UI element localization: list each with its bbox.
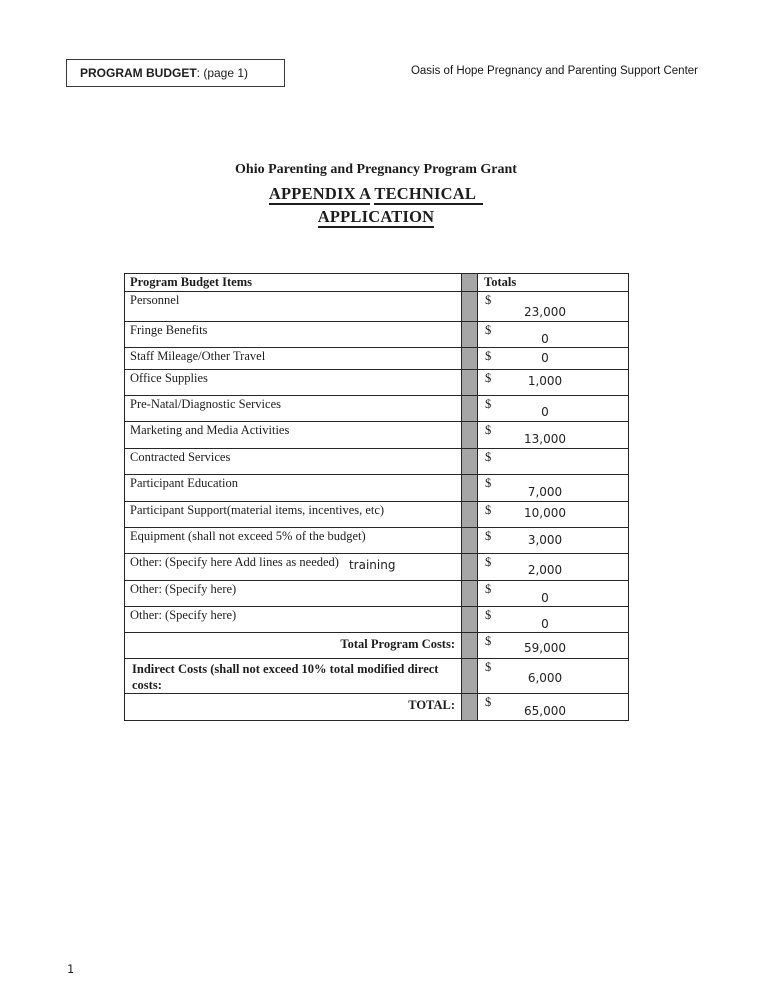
table-header-row	[125, 274, 628, 291]
budget-item-label: TOTAL:	[125, 694, 462, 720]
amount-value: 1,000	[527, 374, 563, 388]
separator-cell	[462, 633, 478, 658]
table-row	[125, 291, 628, 321]
appendix-title-line1	[0, 182, 752, 205]
dollar-sign: $	[485, 423, 492, 437]
budget-item-label: Other: (Specify here)	[125, 581, 462, 606]
appendix-title-line2	[0, 205, 752, 228]
dollar-sign: $	[485, 660, 492, 674]
budget-item-label: Other: (Specify here Add lines as needed) training	[125, 554, 462, 580]
dollar-sign: $	[485, 450, 492, 464]
program-budget-box	[66, 59, 285, 87]
totals-column-header-cell	[478, 274, 628, 291]
dollar-sign: $	[485, 293, 492, 307]
table-body	[125, 291, 628, 720]
separator-cell	[462, 475, 478, 501]
amount-cell	[478, 396, 628, 421]
budget-item-label: Staff Mileage/Other Travel	[125, 348, 462, 369]
separator-cell	[462, 422, 478, 448]
amount-value: 10,000	[524, 506, 566, 520]
separator-cell	[462, 449, 478, 474]
budget-item-label: Personnel	[125, 292, 462, 321]
budget-item-label: Contracted Services	[125, 449, 462, 474]
separator-cell	[462, 581, 478, 606]
table-row	[125, 369, 628, 395]
amount-cell	[478, 449, 628, 474]
organization-name: Oasis of Hope Pregnancy and Parenting Support Center	[410, 65, 698, 77]
amount-cell	[478, 502, 628, 527]
budget-item-label: Fringe Benefits	[125, 322, 462, 347]
amount-cell	[478, 659, 628, 693]
amount-value: 0	[541, 405, 549, 419]
separator-cell	[462, 348, 478, 369]
budget-item-label: Equipment (shall not exceed 5% of the budget)	[125, 528, 462, 553]
amount-value: 59,000	[524, 641, 566, 655]
dollar-sign: $	[485, 555, 492, 569]
amount-value: 13,000	[524, 432, 566, 446]
amount-cell	[478, 607, 628, 632]
totals-column-header: Totals	[484, 275, 517, 289]
appendix-title-part2: TECHNICAL	[374, 184, 483, 205]
title-block	[0, 162, 752, 228]
amount-value: 0	[541, 617, 549, 631]
amount-value: 0	[541, 591, 549, 605]
amount-value: 23,000	[524, 305, 566, 319]
dollar-sign: $	[485, 323, 492, 337]
separator-cell	[462, 292, 478, 321]
amount-value: 65,000	[524, 704, 566, 718]
page-number: 1	[67, 962, 74, 976]
separator-cell	[462, 607, 478, 632]
amount-cell	[478, 322, 628, 347]
amount-value: 7,000	[527, 485, 563, 499]
amount-value: 0	[541, 351, 549, 365]
amount-cell	[478, 633, 628, 658]
dollar-sign: $	[485, 608, 492, 622]
program-budget-label-rest: : (page 1)	[196, 66, 249, 80]
dollar-sign: $	[485, 582, 492, 596]
appendix-title-part1: APPENDIX A	[268, 184, 371, 203]
separator-cell	[462, 396, 478, 421]
amount-cell	[478, 554, 628, 580]
table-row	[125, 474, 628, 501]
table-row	[125, 347, 628, 369]
amount-cell	[478, 292, 628, 321]
budget-item-label: Office Supplies	[125, 370, 462, 395]
amount-value: 2,000	[527, 563, 563, 577]
table-row	[125, 448, 628, 474]
budget-item-label: Pre-Natal/Diagnostic Services	[125, 396, 462, 421]
amount-value: 3,000	[527, 533, 563, 547]
separator-cell	[462, 659, 478, 693]
amount-cell	[478, 528, 628, 553]
amount-value: 0	[541, 332, 549, 346]
amount-cell	[478, 370, 628, 395]
amount-cell	[478, 694, 628, 720]
table-row	[125, 580, 628, 606]
dollar-sign: $	[485, 349, 492, 363]
amount-cell	[478, 348, 628, 369]
table-row	[125, 527, 628, 553]
table-row	[125, 421, 628, 448]
filled-in-text: training	[348, 558, 396, 572]
table-row	[125, 632, 628, 658]
budget-item-label: Indirect Costs (shall not exceed 10% total modified direct costs:	[125, 659, 462, 693]
dollar-sign: $	[485, 397, 492, 411]
table-row	[125, 606, 628, 632]
table-row	[125, 693, 628, 720]
budget-item-label: Other: (Specify here)	[125, 607, 462, 632]
dollar-sign: $	[485, 503, 492, 517]
dollar-sign: $	[485, 371, 492, 385]
application-title: APPLICATION	[317, 207, 435, 226]
table-row	[125, 501, 628, 527]
separator-cell	[462, 694, 478, 720]
separator-cell	[462, 502, 478, 527]
separator-cell	[462, 322, 478, 347]
amount-value: 6,000	[527, 671, 563, 685]
dollar-sign: $	[485, 529, 492, 543]
items-column-header: Program Budget Items	[125, 274, 462, 291]
dollar-sign: $	[485, 476, 492, 490]
separator-cell	[462, 554, 478, 580]
grant-title: Ohio Parenting and Pregnancy Program Grant	[235, 162, 517, 177]
table-row	[125, 658, 628, 693]
table-row	[125, 395, 628, 421]
budget-item-label: Total Program Costs:	[125, 633, 462, 658]
amount-cell	[478, 422, 628, 448]
budget-item-label: Marketing and Media Activities	[125, 422, 462, 448]
program-budget-table	[124, 273, 629, 721]
table-row	[125, 553, 628, 580]
program-budget-label-bold: PROGRAM BUDGET	[80, 66, 197, 80]
budget-item-label: Participant Education	[125, 475, 462, 501]
budget-item-label: Participant Support(material items, incentives, etc)	[125, 502, 462, 527]
dollar-sign: $	[485, 634, 492, 648]
dollar-sign: $	[485, 695, 492, 709]
separator-cell	[462, 528, 478, 553]
amount-cell	[478, 581, 628, 606]
table-row	[125, 321, 628, 347]
separator-cell	[462, 370, 478, 395]
amount-cell	[478, 475, 628, 501]
separator-cell	[462, 274, 478, 291]
program-budget-label	[80, 66, 248, 80]
